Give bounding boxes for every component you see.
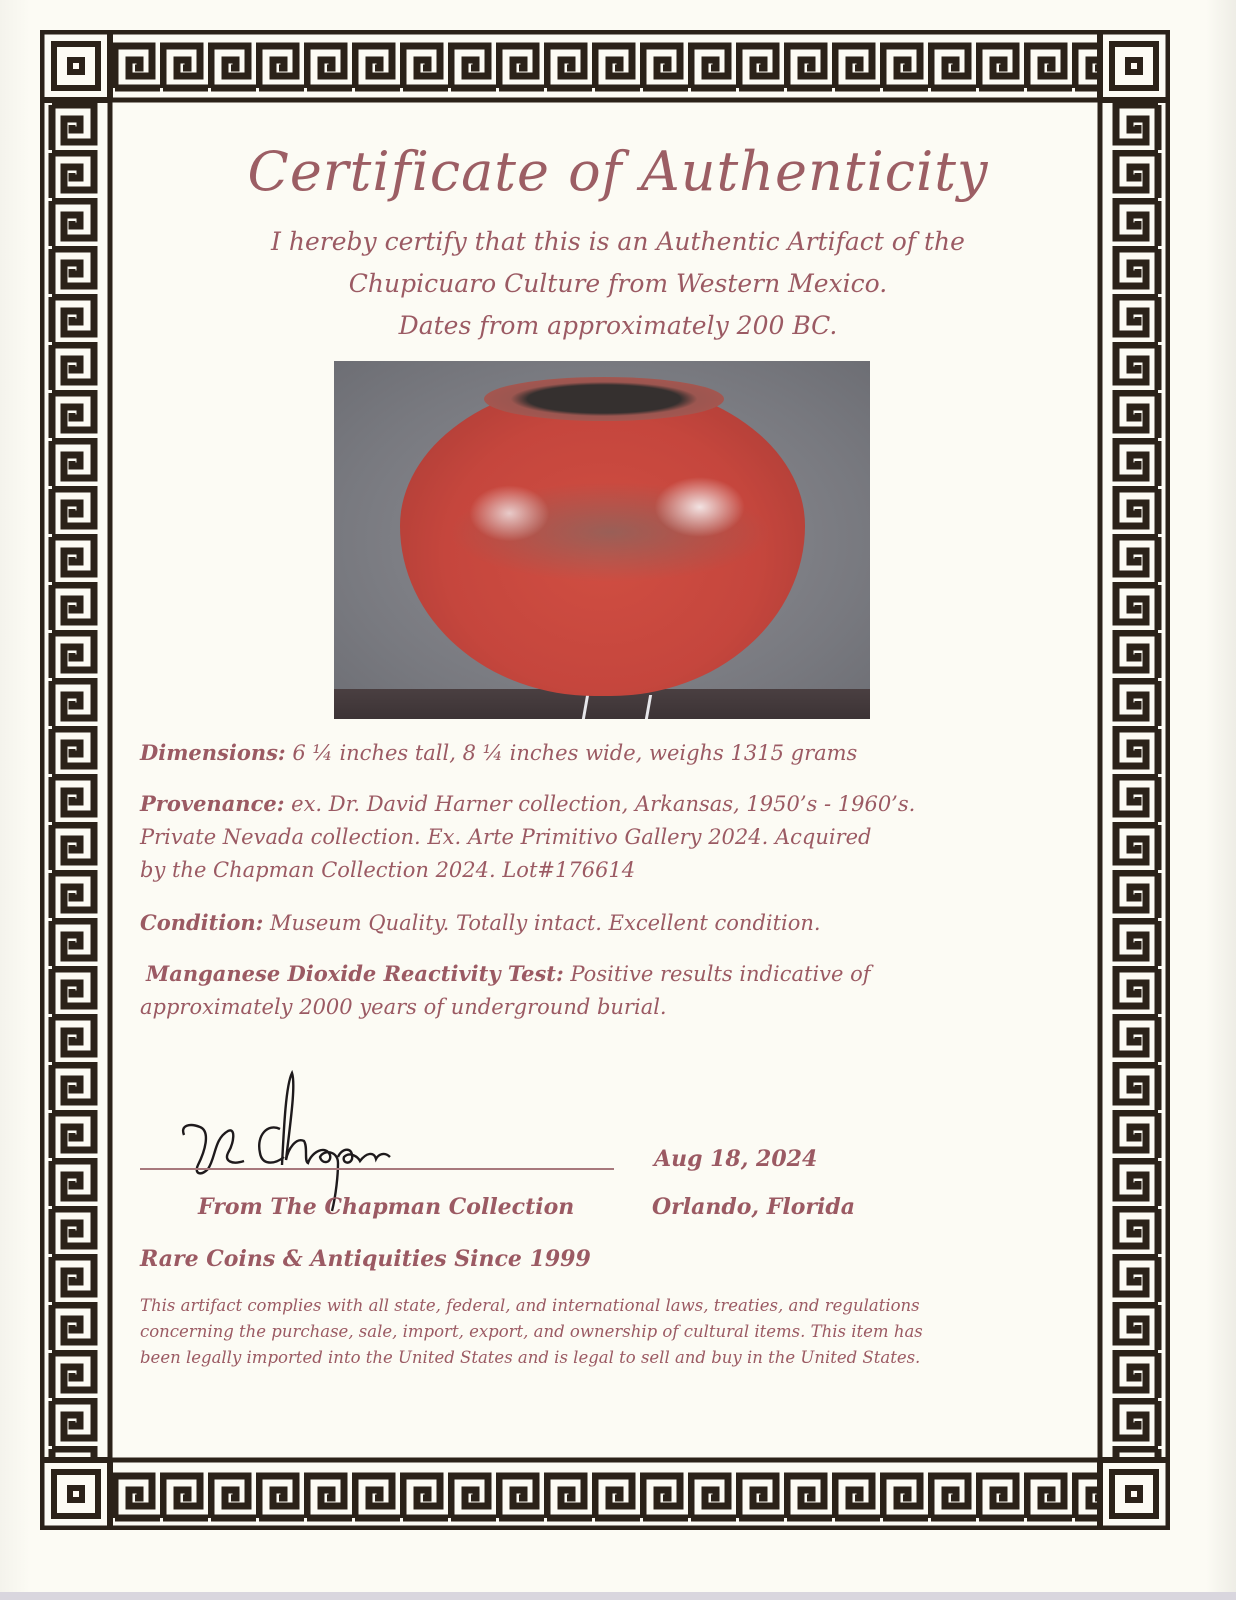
dimensions-label: Dimensions: <box>140 740 286 765</box>
reactivity-test-label: Manganese Dioxide Reactivity Test: <box>146 961 564 986</box>
legal-compliance-notice <box>140 1293 1100 1371</box>
certificate-body <box>110 100 1126 1490</box>
provenance-block <box>140 787 1100 887</box>
dimensions-value: 6 ¼ inches tall, 8 ¼ inches wide, weighs 1315 grams <box>292 741 858 765</box>
certify-statement-line-3: Dates from approximately 200 BC. <box>398 311 838 340</box>
certificate-date: Aug 18, 2024 <box>654 1146 818 1172</box>
page-edge-shadow <box>0 1592 1236 1600</box>
legal-line-2: concerning the purchase, sale, import, export, and ownership of cultural items. This item has <box>140 1322 923 1341</box>
reactivity-test-value-1: Positive results indicative of <box>570 962 871 986</box>
provenance-line-2: Private Nevada collection. Ex. Arte Primitivo Gallery 2024. Acquired <box>140 825 872 849</box>
legal-line-3: been legally imported into the United States and is legal to sell and buy in the United States. <box>140 1348 921 1367</box>
certify-statement-line-2: Chupicuaro Culture from Western Mexico. <box>348 269 888 298</box>
legal-line-1: This artifact complies with all state, federal, and international laws, treaties, and regulations <box>140 1296 920 1315</box>
provenance-line-1: ex. Dr. David Harner collection, Arkansas, 1950’s - 1960’s. <box>291 792 916 816</box>
stand-legs <box>582 695 652 719</box>
company-tagline: Rare Coins & Antiquities Since 1999 <box>140 1246 591 1272</box>
provenance-line-3: by the Chapman Collection 2024. Lot#176614 <box>140 858 636 882</box>
condition-line <box>140 906 1100 940</box>
dimensions-line <box>140 736 1100 770</box>
certificate-title: Certificate of Authenticity <box>247 140 989 203</box>
provenance-label: Provenance: <box>140 791 285 816</box>
pottery-bowl <box>400 381 805 696</box>
signature-line <box>140 1168 614 1170</box>
condition-value: Museum Quality. Totally intact. Excellent condition. <box>270 911 821 935</box>
reactivity-test-block <box>140 957 1106 1024</box>
condition-label: Condition: <box>140 910 264 935</box>
artifact-photo <box>334 361 870 719</box>
bowl-rim <box>484 377 724 421</box>
reactivity-test-value-2: approximately 2000 years of underground burial. <box>140 995 667 1019</box>
certificate-location: Orlando, Florida <box>652 1194 855 1220</box>
certify-statement-line-1: I hereby certify that this is an Authentic Artifact of the <box>271 227 965 256</box>
handwritten-signature <box>170 1065 410 1215</box>
signer-name: From The Chapman Collection <box>198 1194 575 1220</box>
